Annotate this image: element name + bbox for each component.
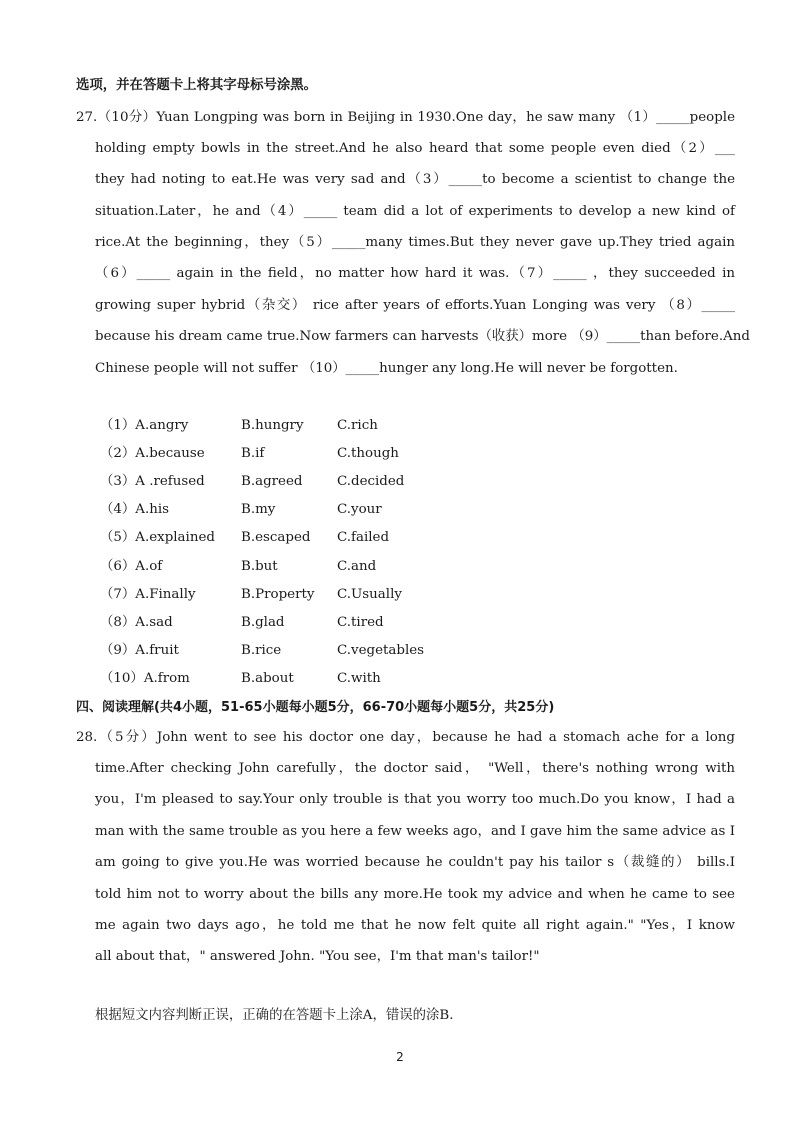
q28-line: told him not to worry about the bills any more.He took my advice and when he came to see	[95, 887, 735, 902]
q27-line: 27.（10分）Yuan Longping was born in Beijing in 1930.One day，he saw many （1）_____people	[76, 110, 735, 125]
option-a: （3）A .refused	[100, 474, 205, 489]
q27-line: because his dream came true.Now farmers can harvests（收获）more （9）_____than before.And	[95, 329, 750, 344]
option-c: C.with	[337, 671, 381, 686]
option-c: C.and	[337, 559, 377, 574]
option-a: （5）A.explained	[100, 530, 215, 545]
q28-line: 28.（5分）John went to see his doctor one day，because he had a stomach ache for a long	[76, 730, 735, 745]
q28-line: me again two days ago，he told me that he now felt quite all right again." "Yes，I know	[95, 918, 735, 933]
option-b: B.my	[241, 502, 276, 517]
option-c: C.tired	[337, 615, 384, 630]
q28-instruction: 根据短文内容判断正误，正确的在答题卡上涂A，错误的涂B.	[95, 1008, 454, 1023]
q28-line: you，I'm pleased to say.Your only trouble is that you worry too much.Do you know，I had a	[95, 792, 735, 807]
option-c: C.decided	[337, 474, 405, 489]
option-c: C.failed	[337, 530, 390, 545]
q28-line: all about that，" answered John. "You see，I'm that man's tailor!"	[95, 949, 540, 964]
option-a: （1）A.angry	[100, 418, 189, 433]
q27-line: holding empty bowls in the street.And he also heard that some people even died（2）___	[95, 141, 735, 156]
q27-line: growing super hybrid（杂交） rice after years of efforts.Yuan Longing was very （8）_____	[95, 298, 735, 313]
option-a: （2）A.because	[100, 446, 205, 461]
page-number: 2	[396, 1050, 404, 1064]
option-c: C.your	[337, 502, 382, 517]
option-a: （6）A.of	[100, 559, 163, 574]
option-c: C.vegetables	[337, 643, 425, 658]
q27-line: rice.At the beginning，they（5）_____many times.But they never gave up.They tried again	[95, 235, 735, 250]
q27-line: （6）_____ again in the field，no matter how hard it was.（7）_____ ，they succeeded in	[95, 266, 735, 281]
option-a: （7）A.Finally	[100, 587, 196, 602]
option-c: C.Usually	[337, 587, 402, 602]
option-b: B.escaped	[241, 530, 311, 545]
q27-line: they had noting to eat.He was very sad and（3）_____to become a scientist to change the	[95, 172, 735, 187]
option-c: C.rich	[337, 418, 378, 433]
section-heading: 四、阅读理解(共4小题，51-65小题每小题5分，66-70小题每小题5分，共25分)	[76, 700, 555, 715]
option-b: B.but	[241, 559, 278, 574]
option-b: B.agreed	[241, 474, 303, 489]
option-b: B.Property	[241, 587, 315, 602]
option-a: （10）A.from	[100, 671, 190, 686]
option-b: B.rice	[241, 643, 282, 658]
option-b: B.glad	[241, 615, 285, 630]
option-b: B.hungry	[241, 418, 304, 433]
q28-line: am going to give you.He was worried because he couldn't pay his tailor s（裁缝的） bills.I	[95, 855, 735, 870]
q28-line: time.After checking John carefully，the doctor said， "Well，there's nothing wrong with	[95, 761, 735, 776]
option-a: （9）A.fruit	[100, 643, 179, 658]
q27-line: situation.Later，he and（4）_____ team did a lot of experiments to develop a new kind of	[95, 204, 735, 219]
option-a: （8）A.sad	[100, 615, 173, 630]
option-a: （4）A.his	[100, 502, 170, 517]
q28-line: man with the same trouble as you here a few weeks ago，and I gave him the same advice as I	[95, 824, 735, 839]
option-b: B.if	[241, 446, 265, 461]
option-c: C.though	[337, 446, 399, 461]
q27-line: Chinese people will not suffer （10）_____hunger any long.He will never be forgotten.	[95, 361, 678, 376]
header-line: 选项，并在答题卡上将其字母标号涂黑。	[76, 78, 318, 93]
option-b: B.about	[241, 671, 294, 686]
